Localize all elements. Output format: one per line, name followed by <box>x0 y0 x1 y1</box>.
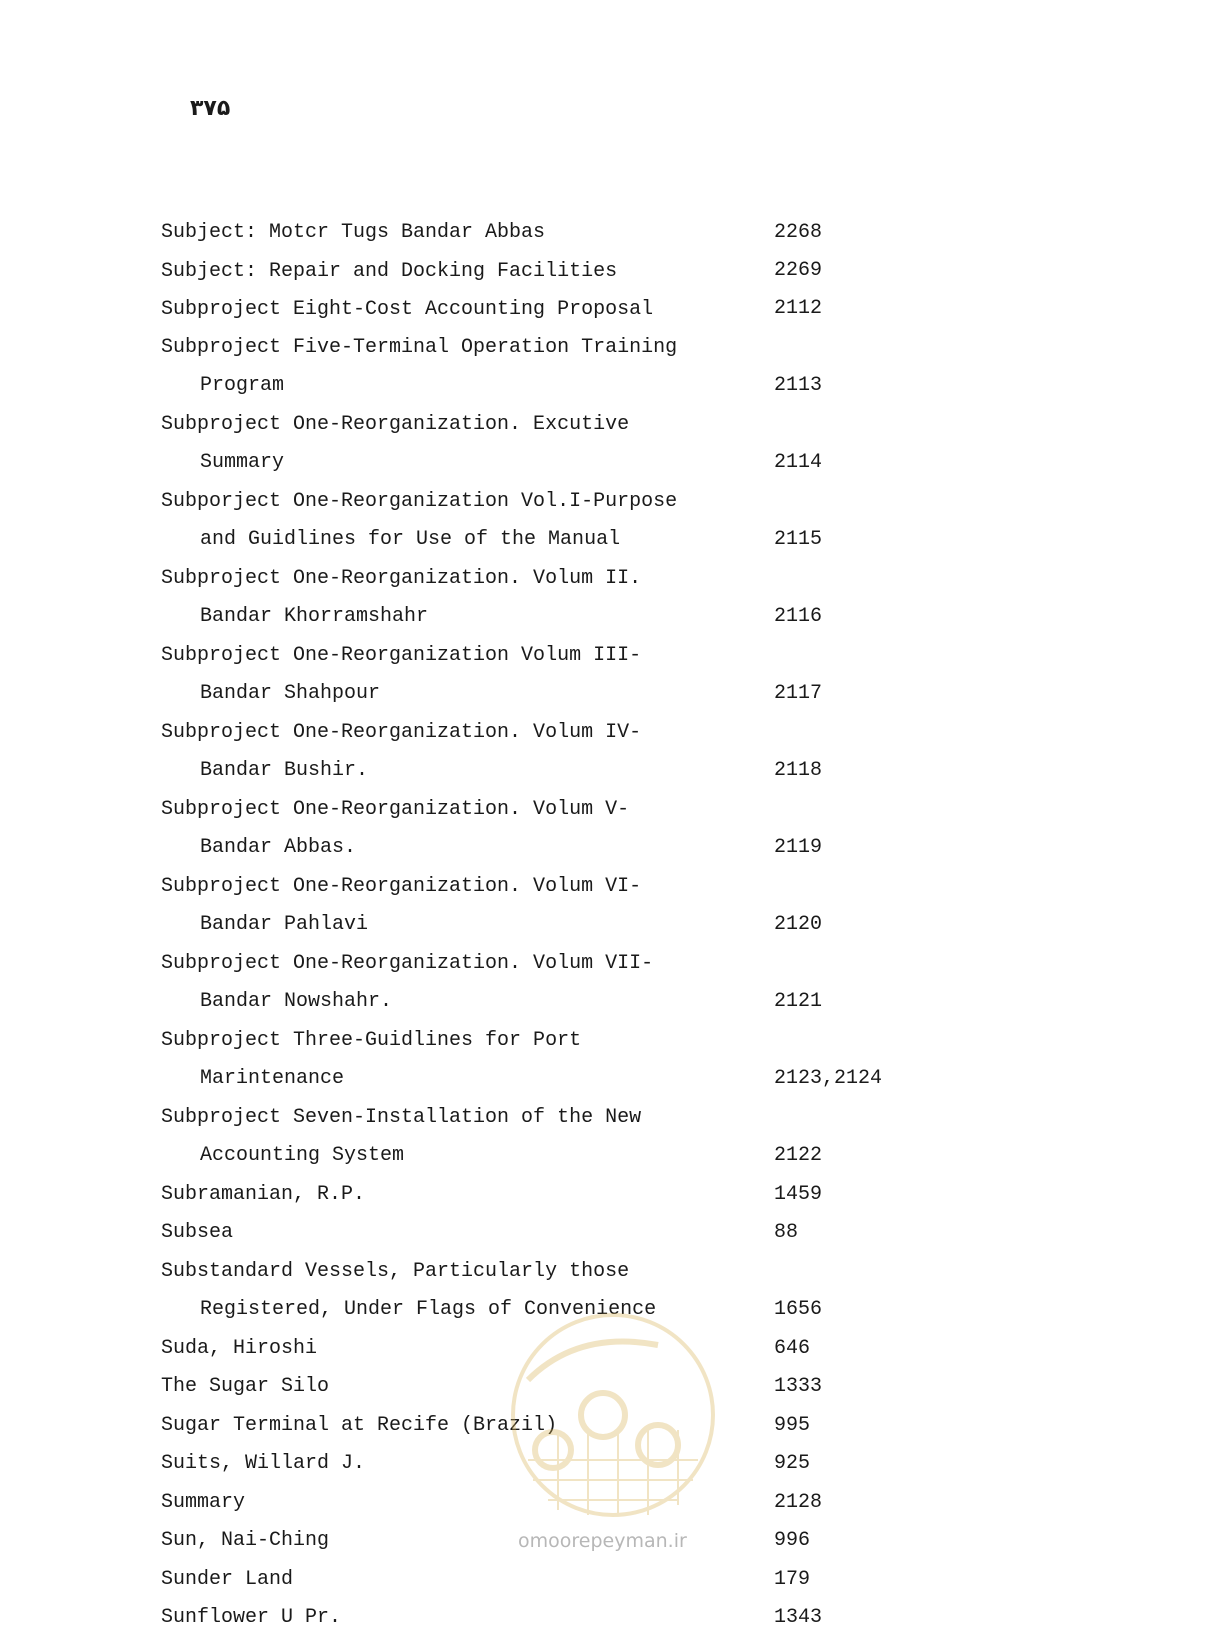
index-entry <box>161 566 641 592</box>
entry-page-number: 2269 <box>774 259 823 282</box>
index-entry <box>161 1528 329 1554</box>
index-entry <box>161 1374 329 1400</box>
entry-text: Subproject One-Reorganization. Excutive <box>161 413 630 436</box>
entry-page-number: 2268 <box>774 221 823 244</box>
entry-page-number: 2113 <box>774 374 823 397</box>
entry-page-number: 925 <box>774 1452 811 1475</box>
index-entry <box>161 1413 557 1439</box>
entry-text: Marintenance <box>200 1067 345 1090</box>
page-number: ۳۷۵ <box>190 96 231 121</box>
index-entry <box>161 874 641 900</box>
index-entry-continuation <box>200 989 392 1015</box>
entry-text: Bandar Bushir. <box>200 759 369 782</box>
entry-text: Subject: Motcr Tugs Bandar Abbas <box>161 221 546 244</box>
entry-text: Sunflower U Pr. <box>161 1606 342 1629</box>
entry-text: Bandar Pahlavi <box>200 913 369 936</box>
entry-text: Suda, Hiroshi <box>161 1337 318 1360</box>
entry-text: Subproject One-Reorganization Volum III- <box>161 644 642 667</box>
index-entry <box>161 220 545 246</box>
entry-text: Subproject One-Reorganization. Volum IV- <box>161 721 642 744</box>
entry-text: Subproject One-Reorganization. Volum VI- <box>161 875 642 898</box>
entry-text: Subproject Five-Terminal Operation Training <box>161 336 678 359</box>
index-entry <box>161 1567 293 1593</box>
entry-text: Subproject One-Reorganization. Volum V- <box>161 798 630 821</box>
entry-page-number: 179 <box>774 1568 811 1591</box>
entry-text: Subject: Repair and Docking Facilities <box>161 260 618 283</box>
entry-text: Subproject Eight-Cost Accounting Proposal <box>161 298 654 321</box>
entry-page-number: 2123,2124 <box>774 1067 883 1090</box>
entry-text: Summary <box>200 451 285 474</box>
entry-text: Sun, Nai-Ching <box>161 1529 330 1552</box>
index-entry <box>161 1336 317 1362</box>
index-entry <box>161 1028 581 1054</box>
index-entry <box>161 297 653 323</box>
index-entry-continuation <box>200 373 284 399</box>
index-entry <box>161 335 677 361</box>
index-entry-continuation <box>200 604 428 630</box>
entry-text: Subproject One-Reorganization. Volum II. <box>161 567 642 590</box>
entry-text: Registered, Under Flags of Convenience <box>200 1298 657 1321</box>
index-entry <box>161 1220 233 1246</box>
index-entry-continuation <box>200 527 620 553</box>
watermark-site-text: omoorepeyman.ir <box>518 1530 687 1552</box>
index-entry <box>161 1182 365 1208</box>
entry-page-number: 2120 <box>774 913 823 936</box>
entry-page-number: 2112 <box>774 297 823 320</box>
index-entry-continuation <box>200 835 356 861</box>
index-entry <box>161 489 677 515</box>
entry-text: Bandar Khorramshahr <box>200 605 429 628</box>
index-entry <box>161 1490 245 1516</box>
index-entry-continuation <box>200 450 284 476</box>
entry-page-number: 2118 <box>774 759 823 782</box>
entry-page-number: 995 <box>774 1414 811 1437</box>
entry-text: Bandar Nowshahr. <box>200 990 393 1013</box>
entry-page-number: 646 <box>774 1337 811 1360</box>
entry-text: Substandard Vessels, Particularly those <box>161 1260 630 1283</box>
index-entry <box>161 951 653 977</box>
index-entry <box>161 1451 365 1477</box>
entry-text: Subproject One-Reorganization. Volum VII- <box>161 952 654 975</box>
index-entry <box>161 797 629 823</box>
entry-text: Subproject Three-Guidlines for Port <box>161 1029 582 1052</box>
entry-text: The Sugar Silo <box>161 1375 330 1398</box>
entry-text: Sunder Land <box>161 1568 294 1591</box>
entry-text: Accounting System <box>200 1144 405 1167</box>
entry-page-number: 1343 <box>774 1606 823 1629</box>
index-entry-continuation <box>200 681 380 707</box>
entry-page-number: 2117 <box>774 682 823 705</box>
entry-text: Subporject One-Reorganization Vol.I-Purpose <box>161 490 678 513</box>
entry-page-number: 2116 <box>774 605 823 628</box>
index-entry <box>161 1605 341 1631</box>
entry-text: and Guidlines for Use of the Manual <box>200 528 621 551</box>
entry-page-number: 2122 <box>774 1144 823 1167</box>
entry-page-number: 2119 <box>774 836 823 859</box>
entry-text: Subramanian, R.P. <box>161 1183 366 1206</box>
entry-page-number: 1333 <box>774 1375 823 1398</box>
index-entry-continuation <box>200 1143 404 1169</box>
entry-text: Sugar Terminal at Recife (Brazil) <box>161 1414 558 1437</box>
entry-page-number: 2121 <box>774 990 823 1013</box>
entry-page-number: 1459 <box>774 1183 823 1206</box>
entry-page-number: 1656 <box>774 1298 823 1321</box>
entry-text: Bandar Abbas. <box>200 836 357 859</box>
index-entry <box>161 643 641 669</box>
entry-page-number: 2128 <box>774 1491 823 1514</box>
index-entry <box>161 412 629 438</box>
index-entry <box>161 1105 641 1131</box>
index-entry-continuation <box>200 912 368 938</box>
entry-text: Subsea <box>161 1221 234 1244</box>
entry-text: Summary <box>161 1491 246 1514</box>
entry-text: Bandar Shahpour <box>200 682 381 705</box>
entry-page-number: 2115 <box>774 528 823 551</box>
entry-text: Program <box>200 374 285 397</box>
entry-text: Suits, Willard J. <box>161 1452 366 1475</box>
index-entry-continuation <box>200 1066 344 1092</box>
index-entry <box>161 259 617 285</box>
index-entry <box>161 1259 629 1285</box>
entry-page-number: 88 <box>774 1221 799 1244</box>
index-entry <box>161 720 641 746</box>
watermark-logo <box>508 1310 718 1520</box>
entry-page-number: 2114 <box>774 451 823 474</box>
entry-page-number: 996 <box>774 1529 811 1552</box>
index-entry-continuation <box>200 758 368 784</box>
entry-text: Subproject Seven-Installation of the New <box>161 1106 642 1129</box>
